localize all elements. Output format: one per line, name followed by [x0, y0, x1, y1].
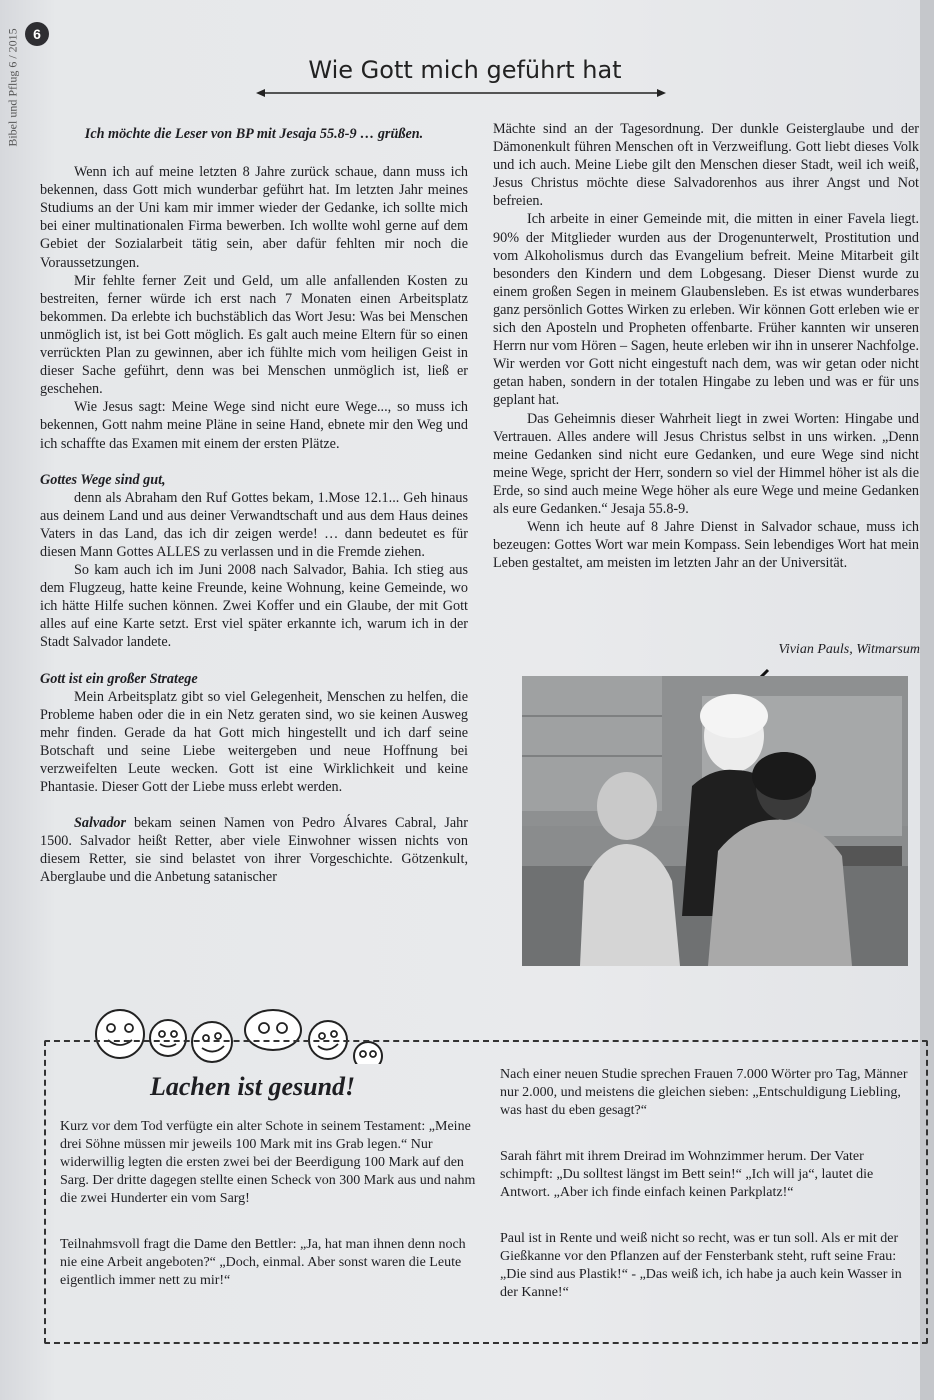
article-title: Wie Gott mich geführt hat [308, 56, 622, 84]
article-column-right [493, 120, 919, 572]
article-intro: Ich möchte die Leser von BP mit Jesaja 55.8-9 … grüßen. [84, 126, 424, 142]
side-label: Bibel und Pflug 6 / 2015 [5, 28, 20, 147]
photo-three-women [522, 676, 908, 966]
paragraph-salvador [40, 814, 468, 886]
joke: Nach einer neuen Studie sprechen Frauen 7.000 Wörter pro Tag, Männer nur 2.000, und meistens die gleichen sieben: „Entschuldigung Liebling, was hast du eben gesagt?“ [500, 1067, 908, 1118]
paragraph: Wenn ich auf meine letzten 8 Jahre zurück schaue, dann muss ich bekennen, dass Gott mich wunderbar geführt hat. Im letzten Jahr meines Studiums an der Uni kam mir immer wieder der Gedanke, ich sollte mich bei einer multinationalen Firma bewerben. Ich wollte wohl gerne auf dem Gebiet der Sozialarbeit tätig sein, aber dafür fehlten mir noch die Voraussetzungen. [40, 164, 468, 271]
paragraph: Mir fehlte ferner Zeit und Geld, um alle anfallenden Kosten zu bestreiten, ferner würde ich erst nach 7 Monaten einen Arbeitsplatz bekommen. Da erlebte ich buchstäblich das Wort Jesu: Was bei Menschen unmöglich ist, ist bei Gott möglich. Es galt auch meine Eltern für so einen verrückten Plan zu gewinnen, aber ich fühlte mich vom heiligen Geist in dieser Sache geführt, denn was bei Menschen unmöglich ist, ließ er geschehen. [40, 272, 468, 398]
paragraph: Mein Arbeitsplatz gibt so viel Gelegenheit, Menschen zu helfen, die Probleme haben oder die in ein Netz geraten sind, wo sie keinen Ausweg mehr finden. Gerade da hat Gott mich hingestellt und ich darf seine Botschaft und seine Liebe weitergeben und neue Hoffnung bei verzweifelten Leute wecken. Gott ist eine Wirklichkeit und keine Phantasie. Dieser Gott der Liebe muss erlebt werden. [40, 688, 468, 796]
article-column-left [40, 125, 468, 887]
section-heading: Gott ist ein großer Stratege [40, 670, 198, 687]
page-number-badge: 6 [25, 22, 49, 46]
author-credit: Vivian Pauls, Witmarsum [778, 642, 920, 657]
inline-heading: Salvador [74, 815, 127, 832]
joke: Teilnahmsvoll fragt die Dame den Bettler: „Ja, hat man ihnen denn noch nie eine Arbeit angeboten?“ „Doch, einmal. Aber sonst waren die Leute eigentlich immer nett zu mir!“ [60, 1237, 466, 1288]
paragraph: Mächte sind an der Tagesordnung. Der dunkle Geisterglaube und der Dämonenkult führen Menschen oft in Verzweiflung. Gott liebt dieses Volk und ich auch. Meine Liebe gilt den Menschen dieser Stadt, weil ich weiß, Jesus Christus möchte diese Salvadorenhos aus ihrer Angst und Not befreien. [493, 121, 919, 210]
paragraph: Wenn ich heute auf 8 Jahre Dienst in Salvador schaue, muss ich bezeugen: Gottes Wort war mein Kompass. Sein lebendiges Wort hat mein Leben gestaltet, am meisten im letzten Jahr an der Universität. [493, 519, 919, 572]
joke: Kurz vor dem Tod verfügte ein alter Schote in seinem Testament: „Meine drei Söhne müssen mir jeweils 100 Mark mit ins Grab legen.“ Nur widerwillig legten die ersten zwei bei der Beerdigung 100 Mark auf den Sarg. Der dritte dagegen stellte einen Scheck von 300 Mark aus und nahm die zwei Hunderter ein vom Sarg! [60, 1119, 476, 1206]
section-heading: Gottes Wege sind gut, [40, 471, 166, 488]
jokes-column-left [60, 1118, 480, 1318]
paragraph: Wie Jesus sagt: Meine Wege sind nicht eure Wege..., so muss ich bekennen, Gott nahm meine Pläne in seine Hand, ebnete mir den Weg und ich schaffte das Examen mit einem der ersten Plätze. [40, 399, 468, 452]
paragraph: So kam auch ich im Juni 2008 nach Salvador, Bahia. Ich stieg aus dem Flugzeug, hatte keine Freunde, keine Wohnung, keine Gemeinde, wo ich hätte Hilfe suchen können. Zwei Koffer und ein Glaube, der mit Gott alles auf eine Karte setzt. Erst viel später erkannte ich, warum ich in der Stadt Salvador landete. [40, 562, 468, 651]
jokes-column-right [500, 1066, 912, 1330]
paragraph-text: bekam seinen Namen von Pedro Álvares Cabral, Jahr 1500. Salvador heißt Retter, aber viele Einwohner wissen nichts von diesem Retter, sie sind belastet von ihrer Vorgeschichte. Götzenkult, Aberglaube und die Anbetung satanischer [40, 815, 468, 886]
jokes-title: Lachen ist gesund! [150, 1072, 356, 1101]
paragraph: Das Geheimnis dieser Wahrheit liegt in zwei Worten: Hingabe und Vertrauen. Alles andere will Jesus Christus selbst in uns wirken. „Denn meine Gedanken sind nicht eure Gedanken, und eure Wege sind nicht meine Wege, spricht der Herr, sondern so viel der Himmel höher ist als die Erde, so sind auch meine Wege höher als eure Wege und meine Gedanken als eure Gedanken.“ Jesaja 55.8-9. [493, 410, 919, 517]
joke: Paul ist in Rente und weiß nicht so recht, was er tun soll. Als er mit der Gießkanne vor den Pflanzen auf der Fensterbank steht, ruft seine Frau: „Die sind aus Plastik!“ - „Das weiß ich, ich habe ja auch kein Wasser in der Kanne!“ [500, 1231, 902, 1300]
paragraph: Ich arbeite in einer Gemeinde mit, die mitten in einer Favela liegt. 90% der Mitglieder wurden aus der Drogenunterwelt, Prostitution und vom Alkoholismus durch das Evangelium befreit. Meine Mitarbeit gilt besonders den Kindern und dem Lobgesang. Dieser Dienst wurde zu einem großen Segen in meinem Glaubensleben. Es ist etwas wunderbares ganz persönlich Gottes Wirken zu erleben. Wir können Gott erleben wie er sich den Aposteln und Propheten offenbarte. Früher kannten wir unseren Herrn nur vom Hören – Sagen, heute erleben wir ihn in unserer Nachfolge. Wir werden vor Gott nicht eingestuft nach dem, was wir getan oder nicht getan haben, sondern in der totalen Hingabe zu leben und was er für uns geplant hat. [493, 211, 919, 409]
joke: Sarah fährt mit ihrem Dreirad im Wohnzimmer herum. Der Vater schimpft: „Du solltest längst im Bett sein!“ „Ich will ja“, lautet die Antwort. „Aber ich finde einfach keinen Parkplatz!“ [500, 1149, 874, 1200]
paragraph: denn als Abraham den Ruf Gottes bekam, 1.Mose 12.1... Geh hinaus aus deinem Land und aus deiner Verwandtschaft und aus dem Haus deines Vaters in das Land, das ich dir zeigen werde! … dann bedeutet es für diesen Mann Gottes ALLES zu verlassen und in die Fremde ziehen. [40, 489, 468, 560]
double-arrow-rule [256, 86, 666, 100]
